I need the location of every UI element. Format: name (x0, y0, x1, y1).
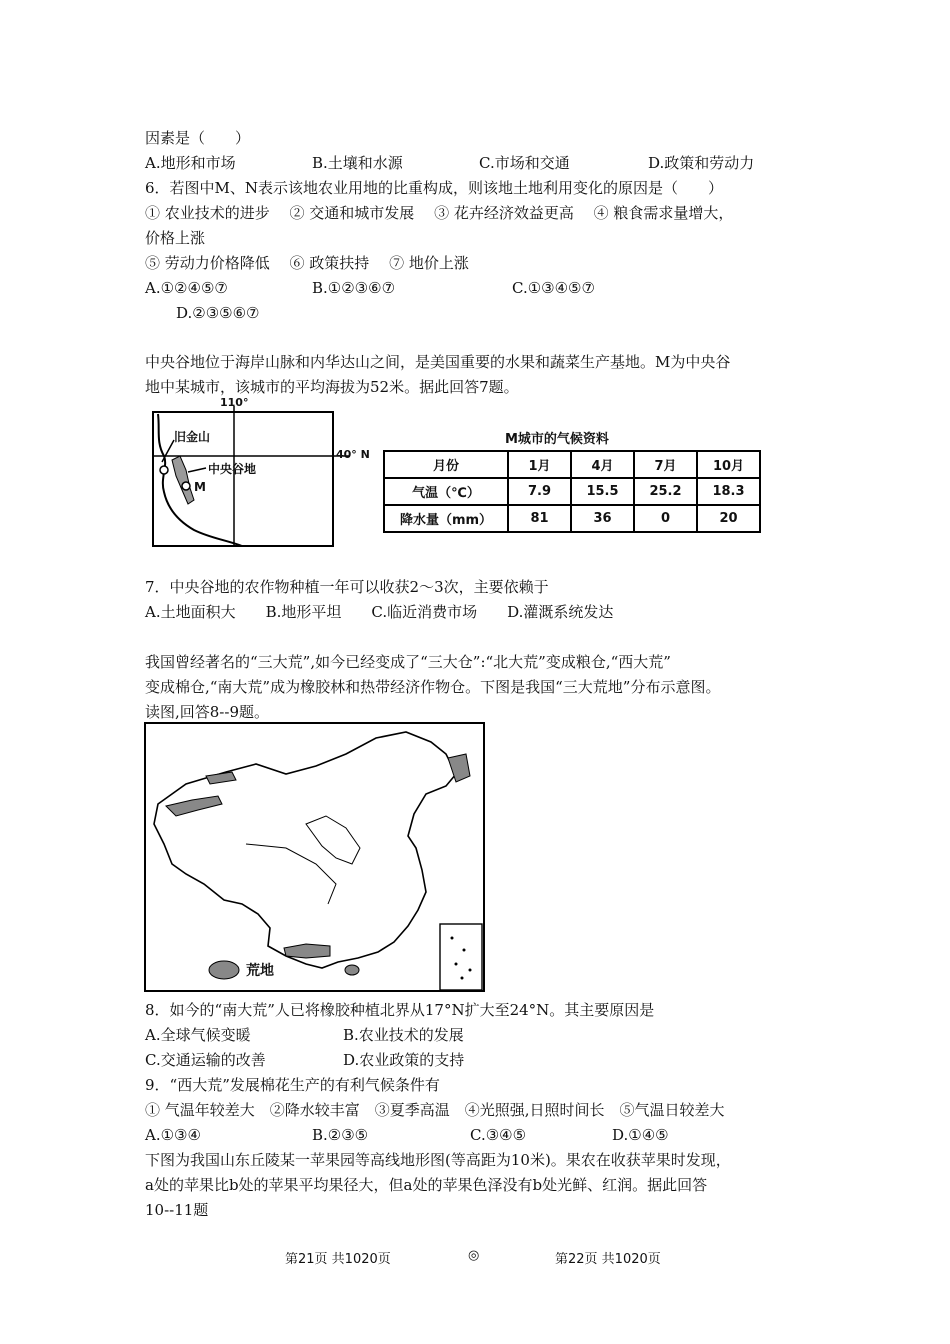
passage8-line2: 变成棉仓,“南大荒”成为橡胶林和热带经济作物仓。下图是我国“三大荒地”分布示意图。 (145, 678, 721, 696)
table-cell: 18.3 (697, 478, 760, 505)
china-map-graphic (146, 724, 483, 990)
q9-option-c: C.③④⑤ (470, 1126, 527, 1144)
header-cell: 10月 (697, 451, 760, 478)
q9-factors: ① 气温年较差大 ②降水较丰富 ③夏季高温 ④光照强,日照时间长 ⑤气温日较差大 (145, 1101, 725, 1119)
q6-option-a: A.①②④⑤⑦ (145, 279, 228, 297)
passage10-line2: a处的苹果比b处的苹果平均果径大，但a处的苹果色泽没有b处光鲜、红润。据此回答 (145, 1176, 708, 1194)
passage7-line1: 中央谷地位于海岸山脉和内华达山之间，是美国重要的水果和蔬菜生产基地。M为中央谷 (145, 353, 731, 371)
table-cell: 36 (571, 505, 634, 532)
header-cell: 月份 (384, 451, 508, 478)
passage7-line2: 地中某城市，该城市的平均海拔为52米。据此回答7题。 (145, 378, 519, 396)
q6-stem: 6．若图中M、N表示该地农业用地的比重构成，则该地土地利用变化的原因是（ ） (145, 179, 724, 197)
footer-center-mark: ◎ (468, 1248, 480, 1263)
q5-option-b: B.土壤和水源 (312, 154, 403, 172)
san-francisco-label: 旧金山 (174, 430, 211, 444)
row-label: 气温（℃） (384, 478, 508, 505)
table-row (384, 451, 760, 478)
table-row (384, 505, 760, 532)
footer-page-left: 第21页 共1020页 (285, 1252, 391, 1267)
central-valley-label: 中央谷地 (208, 462, 257, 476)
q5-option-a: A.地形和市场 (145, 154, 236, 172)
passage10-line1: 下图为我国山东丘陵某一苹果园等高线地形图(等高距为10米)。果农在收获苹果时发现， (145, 1151, 731, 1169)
passage8-line1: 我国曾经著名的“三大荒”,如今已经变成了“三大仓”:“北大荒”变成粮仓,“西大荒” (145, 653, 671, 671)
q5-option-d: D.政策和劳动力 (648, 154, 755, 172)
china-wasteland-map (144, 722, 485, 992)
table-cell: 15.5 (571, 478, 634, 505)
q9-stem: 9．“西大荒”发展棉花生产的有利气候条件有 (145, 1076, 440, 1094)
header-cell: 7月 (634, 451, 697, 478)
q7-stem: 7．中央谷地的农作物种植一年可以收获2～3次，主要依赖于 (145, 578, 549, 596)
climate-table (383, 450, 761, 533)
q9-option-a: A.①③④ (145, 1126, 201, 1144)
q9-option-b: B.②③⑤ (312, 1126, 369, 1144)
q8-option-d: D.农业政策的支持 (343, 1051, 465, 1069)
footer-page-right: 第22页 共1020页 (555, 1252, 661, 1267)
q8-option-b: B.农业技术的发展 (343, 1026, 464, 1044)
q5-stem-tail: 因素是（ ） (145, 129, 251, 147)
table-cell: 25.2 (634, 478, 697, 505)
q6-option-c: C.①③④⑤⑦ (512, 279, 595, 297)
table-cell: 0 (634, 505, 697, 532)
lat-label-40n: 40° N (336, 448, 370, 461)
q6-factors-line1b: 价格上涨 (145, 229, 206, 247)
table-row (384, 478, 760, 505)
passage10-line3: 10--11题 (145, 1201, 209, 1219)
central-valley-map (150, 396, 380, 550)
lon-label-110: 110° (220, 396, 249, 409)
q6-factors-line1: ① 农业技术的进步 ② 交通和城市发展 ③ 花卉经济效益更高 ④ 粮食需求量增大， (145, 204, 734, 222)
q6-factors-line2: ⑤ 劳动力价格降低 ⑥ 政策扶持 ⑦ 地价上涨 (145, 254, 469, 272)
climate-table-title: M城市的气候资料 (505, 432, 609, 447)
q8-option-a: A.全球气候变暖 (145, 1026, 251, 1044)
q8-stem: 8．如今的“南大荒”人已将橡胶种植北界从17°N扩大至24°N。其主要原因是 (145, 1001, 655, 1019)
q6-option-b: B.①②③⑥⑦ (312, 279, 396, 297)
central-valley-map-graphic (150, 400, 380, 550)
row-label: 降水量（mm） (384, 505, 508, 532)
header-cell: 4月 (571, 451, 634, 478)
table-cell: 20 (697, 505, 760, 532)
q5-option-c: C.市场和交通 (479, 154, 570, 172)
q8-option-c: C.交通运输的改善 (145, 1051, 266, 1069)
city-m-label: M (194, 480, 206, 494)
header-cell: 1月 (508, 451, 571, 478)
q6-option-d: D.②③⑤⑥⑦ (176, 304, 260, 322)
table-cell: 81 (508, 505, 571, 532)
q9-option-d: D.①④⑤ (612, 1126, 669, 1144)
map-legend-label: 荒地 (246, 963, 274, 979)
q7-options: A.土地面积大 B.地形平坦 C.临近消费市场 D.灌溉系统发达 (145, 603, 614, 621)
passage8-line3: 读图,回答8--9题。 (145, 703, 269, 721)
table-cell: 7.9 (508, 478, 571, 505)
